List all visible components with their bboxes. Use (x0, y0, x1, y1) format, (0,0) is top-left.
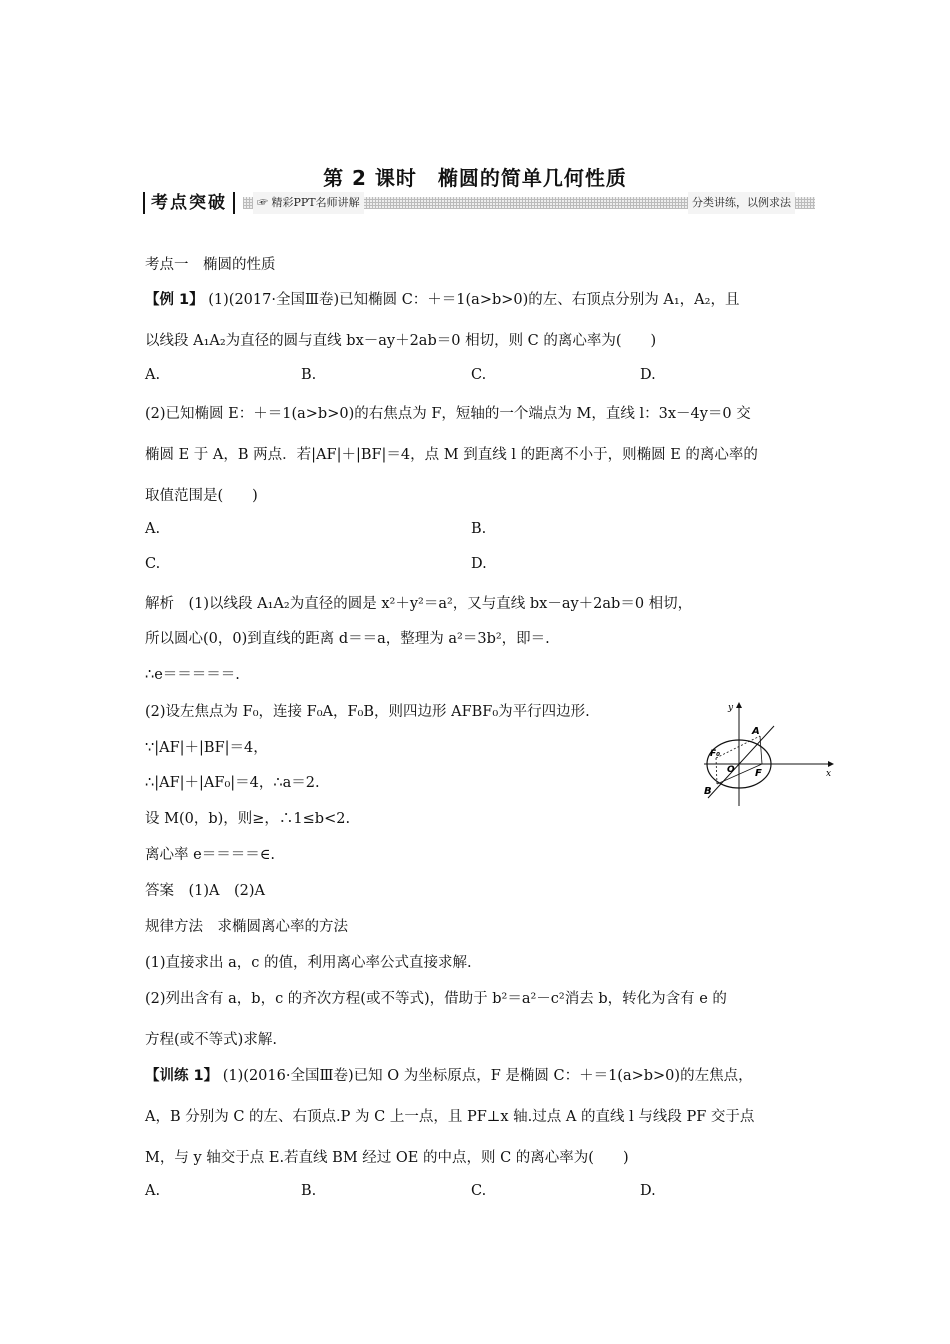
option-c: C. (145, 556, 161, 572)
section-banner (143, 192, 815, 214)
label-f: F (755, 768, 762, 779)
training1-line2: A，B 分别为 C 的左、右顶点.P 为 C 上一点，且 PF⊥x 轴.过点 A 的直线 l 与线段 PF 交于点 (145, 1109, 755, 1125)
option-d: D. (640, 1183, 656, 1199)
segment-af0 (716, 736, 760, 758)
banner-right-text: 分类讲练，以例求法 (688, 192, 795, 214)
option-d: D. (471, 556, 487, 572)
banner-left-text: ☞ 精彩PPT名师讲解 (253, 192, 364, 214)
label-f0: F₀ (710, 749, 721, 759)
label-x: x (826, 769, 832, 779)
solution-line: 设 M(0，b)，则≥，∴1≤b<2. (145, 811, 351, 827)
solution-line: ∴e＝＝＝＝＝. (145, 667, 240, 683)
example1-q2-line3: 取值范围是( ) (145, 488, 258, 504)
line-l (708, 726, 774, 798)
option-b: B. (471, 521, 487, 537)
answer-line: 答案 (1)A (2)A (145, 883, 266, 899)
option-b: B. (301, 367, 317, 383)
option-b: B. (301, 1183, 317, 1199)
training-label: 【训练 1】 (145, 1068, 219, 1084)
y-axis-arrow-icon (736, 702, 742, 708)
section-heading: 考点一 椭圆的性质 (145, 257, 276, 273)
training1-text: (1)(2016·全国Ⅲ卷)已知 O 为坐标原点，F 是椭圆 C：＋＝1(a>b>0)的左焦点， (218, 1068, 753, 1084)
banner-tag: 考点突破 (143, 192, 235, 214)
option-d: D. (640, 367, 656, 383)
example-label: 【例 1】 (145, 292, 204, 308)
solution-line: (2)设左焦点为 F₀，连接 F₀A，F₀B，则四边形 AFBF₀为平行四边形. (145, 704, 590, 720)
example1-q1-line1 (145, 288, 739, 309)
option-a: A. (145, 367, 161, 383)
x-axis-arrow-icon (828, 761, 834, 767)
solution-line: ∴|AF|＋|AF₀|＝4，∴a＝2. (145, 775, 320, 791)
page-title: 第 2 课时 椭圆的简单几何性质 (323, 166, 627, 190)
solution-line: 所以圆心(0，0)到直线的距离 d＝＝a，整理为 a²＝3b²，即＝. (145, 631, 550, 647)
label-a: A (752, 726, 760, 737)
example1-q1-text: (1)(2017·全国Ⅲ卷)已知椭圆 C：＋＝1(a>b>0)的左、右顶点分别为 A₁，A₂，且 (203, 292, 740, 308)
solution-line: ∵|AF|＋|BF|＝4， (145, 740, 268, 756)
training1-line3: M，与 y 轴交于点 E.若直线 BM 经过 OE 的中点，则 C 的离心率为( ) (145, 1150, 629, 1166)
example1-q2-line1: (2)已知椭圆 E：＋＝1(a>b>0)的右焦点为 F，短轴的一个端点为 M，直线 l：3x－4y＝0 交 (145, 406, 751, 422)
ellipse-figure (700, 698, 840, 808)
solution-line: 解析 (1)以线段 A₁A₂为直径的圆是 x²＋y²＝a²，又与直线 bx－ay＋2ab＝0 相切， (145, 596, 693, 612)
example1-q2-line2: 椭圆 E 于 A，B 两点．若|AF|＋|BF|＝4，点 M 到直线 l 的距离不小于，则椭圆 E 的离心率的 (145, 447, 758, 463)
option-a: A. (145, 521, 161, 537)
label-y: y (728, 703, 734, 713)
method-title: 规律方法 求椭圆离心率的方法 (145, 919, 348, 935)
option-c: C. (471, 367, 487, 383)
option-a: A. (145, 1183, 161, 1199)
option-c: C. (471, 1183, 487, 1199)
training1-line1 (145, 1064, 753, 1085)
method-line: 方程(或不等式)求解. (145, 1032, 277, 1048)
example1-q1-line2: 以线段 A₁A₂为直径的圆与直线 bx－ay＋2ab＝0 相切，则 C 的离心率为( ) (145, 333, 657, 349)
method-line: (1)直接求出 a，c 的值，利用离心率公式直接求解. (145, 955, 472, 971)
label-o: O (727, 765, 735, 775)
method-line: (2)列出含有 a，b，c 的齐次方程(或不等式)，借助于 b²＝a²－c²消去 b，转化为含有 e 的 (145, 991, 727, 1007)
solution-line: 离心率 e＝＝＝＝∈. (145, 847, 276, 863)
label-b: B (704, 786, 712, 797)
